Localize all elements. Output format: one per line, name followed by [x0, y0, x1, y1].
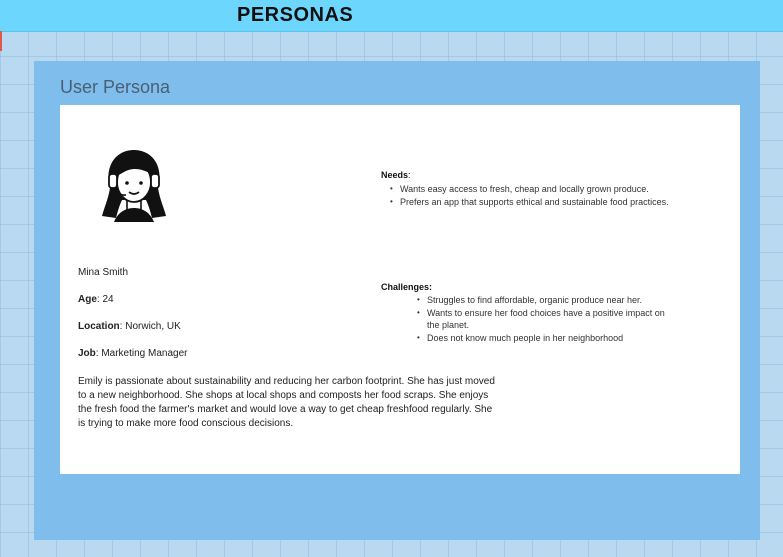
age-label: Age: [78, 294, 97, 305]
persona-age: [78, 294, 114, 305]
job-value: : Marketing Manager: [95, 348, 188, 359]
challenges-heading-label: Challenges:: [381, 282, 433, 292]
challenges-item: • Wants to ensure her food choices have a positive impact on the planet.: [417, 307, 667, 332]
location-label: Location: [78, 321, 120, 332]
persona-location: [78, 321, 181, 332]
challenges-list: [417, 294, 667, 344]
page-title: PERSONAS: [237, 4, 354, 26]
job-label: Job: [78, 348, 96, 359]
needs-heading: [381, 170, 411, 180]
persona-name: Mina Smith: [78, 267, 129, 278]
needs-heading-colon: :: [408, 170, 411, 180]
selection-marker: [0, 31, 2, 51]
header-bar: [0, 0, 783, 32]
woman-with-headset-icon: [94, 144, 174, 222]
needs-heading-label: Needs: [381, 170, 409, 180]
challenges-heading: [381, 282, 432, 292]
persona-job: [78, 348, 188, 359]
challenges-item: • Does not know much people in her neighborhood: [417, 332, 667, 345]
needs-item: • Prefers an app that supports ethical and sustainable food practices.: [390, 196, 730, 209]
needs-list: [390, 183, 730, 208]
needs-item: • Wants easy access to fresh, cheap and locally grown produce.: [390, 183, 730, 196]
frame-title: User Persona: [60, 77, 171, 97]
age-value: : 24: [96, 294, 114, 305]
persona-frame[interactable]: [34, 61, 760, 540]
persona-bio: Emily is passionate about sustainability and reducing her carbon footprint. She has just moved to a new neighborhood. She shops at local shops and composts her food scraps. She enjoys the fresh food the farmer's market and would love a way to get cheap freshfood regularly. She is trying to make more food conscious decisions.: [78, 376, 495, 429]
persona-card: [60, 105, 740, 474]
challenges-item: • Struggles to find affordable, organic produce near her.: [417, 294, 667, 307]
location-value: : Norwich, UK: [119, 321, 181, 332]
